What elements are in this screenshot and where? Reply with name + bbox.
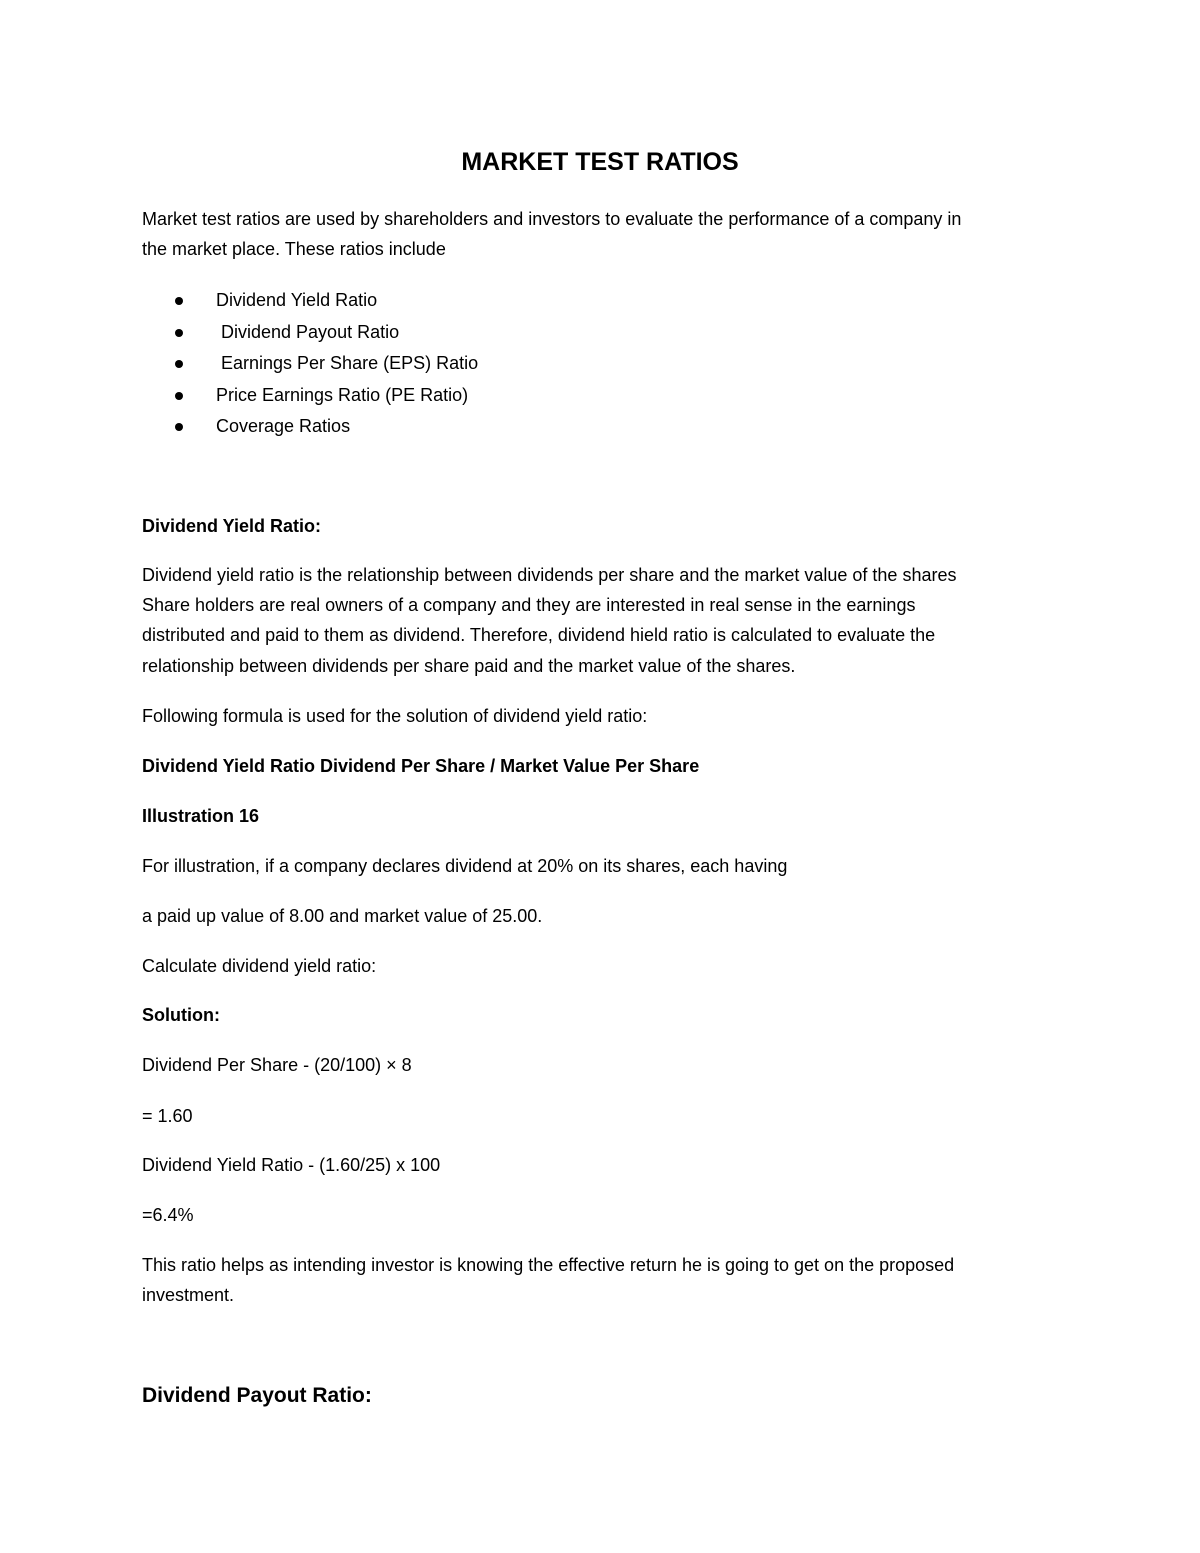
conclusion-line-1: This ratio helps as intending investor is knowing the effective return he is going to get on the proposed — [142, 1255, 955, 1275]
bullet-icon — [175, 297, 183, 305]
calculate-instruction: Calculate dividend yield ratio: — [142, 956, 377, 976]
list-item-text: Dividend Yield Ratio — [216, 290, 378, 310]
bullet-icon — [175, 360, 183, 368]
dividend-yield-para-line-1: Dividend yield ratio is the relationship between dividends per share and the market value of the shares — [142, 565, 957, 585]
dividend-yield-para-line-4: relationship between dividends per share paid and the market value of the shares. — [142, 656, 796, 676]
list-item-text: Coverage Ratios — [216, 416, 351, 436]
solution-step-1: Dividend Per Share - (20/100) × 8 — [142, 1055, 412, 1075]
solution-step-3: Dividend Yield Ratio - (1.60/25) x 100 — [142, 1155, 441, 1175]
page-title: MARKET TEST RATIOS — [461, 148, 739, 176]
intro-line-2: the market place. These ratios include — [142, 239, 446, 259]
illustration-heading: Illustration 16 — [142, 806, 260, 826]
section-heading-dividend-payout: Dividend Payout Ratio: — [142, 1384, 372, 1407]
dividend-yield-para-line-2: Share holders are real owners of a company and they are interested in real sense in the earnings — [142, 595, 916, 615]
illustration-line-1: For illustration, if a company declares dividend at 20% on its shares, each having — [142, 856, 788, 876]
solution-step-4: =6.4% — [142, 1205, 194, 1225]
bullet-icon — [175, 423, 183, 431]
list-item-text: Dividend Payout Ratio — [216, 321, 400, 342]
conclusion-line-2: investment. — [142, 1285, 235, 1305]
dividend-yield-para-line-3: distributed and paid to them as dividend. Therefore, dividend hield ratio is calculated to evaluate the — [142, 625, 936, 645]
section-heading-dividend-yield: Dividend Yield Ratio: — [142, 516, 322, 536]
illustration-line-2: a paid up value of 8.00 and market value of 25.00. — [142, 906, 543, 926]
solution-step-2: = 1.60 — [142, 1106, 193, 1126]
list-item-text: Price Earnings Ratio (PE Ratio) — [216, 384, 469, 405]
formula-intro: Following formula is used for the solution of dividend yield ratio: — [142, 706, 648, 726]
bullet-icon — [175, 392, 183, 400]
list-item-text: Earnings Per Share (EPS) Ratio — [216, 353, 479, 373]
solution-heading: Solution: — [142, 1005, 220, 1025]
bullet-icon — [175, 329, 183, 337]
intro-line-1: Market test ratios are used by shareholders and investors to evaluate the performance of a company in — [142, 209, 962, 229]
formula: Dividend Yield Ratio Dividend Per Share / Market Value Per Share — [142, 756, 700, 776]
